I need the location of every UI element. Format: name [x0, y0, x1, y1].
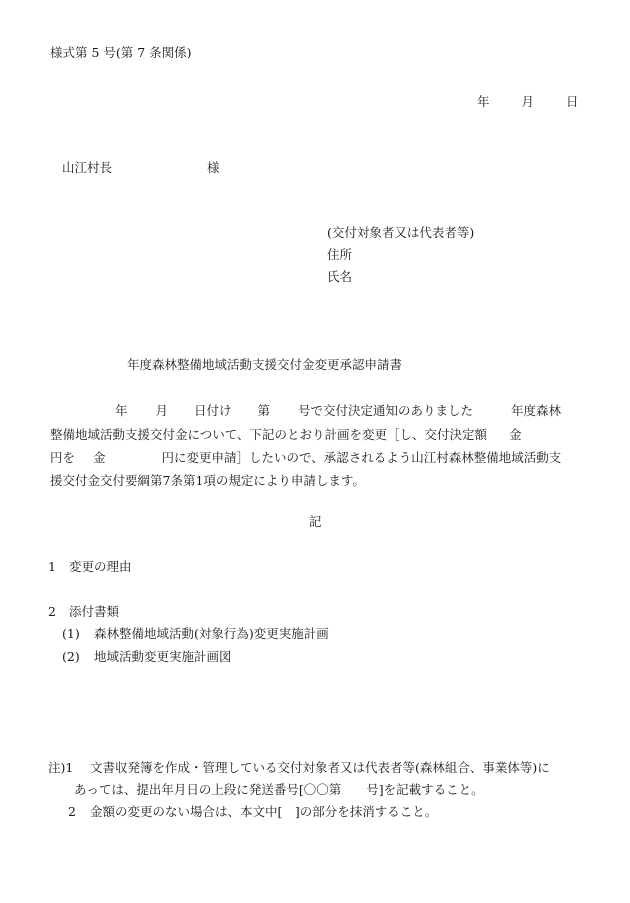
body-month: 月 — [155, 403, 169, 418]
note-1-line-1: 文書収発簿を作成・管理している交付対象者又は代表者等(森林組合、事業体等)に — [90, 760, 550, 775]
body-kin-2: 金 — [93, 450, 106, 465]
section-1-label: 変更の理由 — [69, 559, 132, 574]
document-title: 年度森林整備地域活動支援交付金変更承認申請書 — [127, 357, 403, 372]
note-2-number: 2 — [68, 804, 76, 819]
date-day: 日 — [566, 94, 579, 109]
body-date-ref: 日付け — [194, 403, 232, 418]
body-line-3 — [50, 452, 561, 465]
body-number-prefix: 第 — [257, 403, 271, 418]
body-fiscal-year: 年度森林 — [511, 403, 562, 418]
attachment-1-label: 森林整備地域活動(対象行為)変更実施計画 — [94, 626, 329, 641]
note-prefix: 注)1 — [48, 760, 74, 775]
addressee-honorific: 様 — [207, 160, 220, 175]
date-month: 月 — [521, 94, 535, 109]
body-notice: 号で交付決定通知のありました — [298, 403, 474, 418]
addressee-name: 山江村長 — [62, 160, 113, 175]
section-1-number: 1 — [48, 559, 56, 574]
form-label: 様式第 5 号(第 7 条関係) — [50, 45, 192, 60]
body-line-1 — [115, 405, 561, 418]
body-line-2 — [50, 429, 522, 442]
body-line-3-text: 円に変更申請］したいので、承認されるよう山江村森林整備地域活動支 — [161, 450, 562, 465]
attachment-2-label: 地域活動変更実施計画図 — [94, 649, 232, 664]
applicant-address-label: 住所 — [327, 247, 353, 262]
date-year: 年 — [477, 94, 490, 109]
body-line-2-text: 整備地域活動支援交付金について、下記のとおり計画を変更［し、交付決定額 — [50, 427, 488, 442]
note-2-text: 金額の変更のない場合は、本文中[ ]の部分を抹消すること。 — [90, 804, 438, 819]
applicant-heading: (交付対象者又は代表者等) — [327, 225, 475, 240]
ki-heading: 記 — [309, 514, 322, 529]
attachment-1-number: (1) — [62, 626, 80, 641]
section-2-number: 2 — [48, 604, 56, 619]
section-2-label: 添付書類 — [69, 604, 120, 619]
body-line-4: 援交付金交付要綱第7条第1項の規定により申請します。 — [50, 473, 365, 488]
body-en-wo: 円を — [50, 450, 76, 465]
body-kin-1: 金 — [509, 427, 522, 442]
applicant-name-label: 氏名 — [327, 269, 353, 284]
note-1-line-2: あっては、提出年月日の上段に発送番号[〇〇第 号]を記載すること。 — [74, 782, 484, 797]
body-year: 年 — [115, 403, 128, 418]
date-line — [477, 96, 579, 109]
attachment-2-number: (2) — [62, 649, 80, 664]
